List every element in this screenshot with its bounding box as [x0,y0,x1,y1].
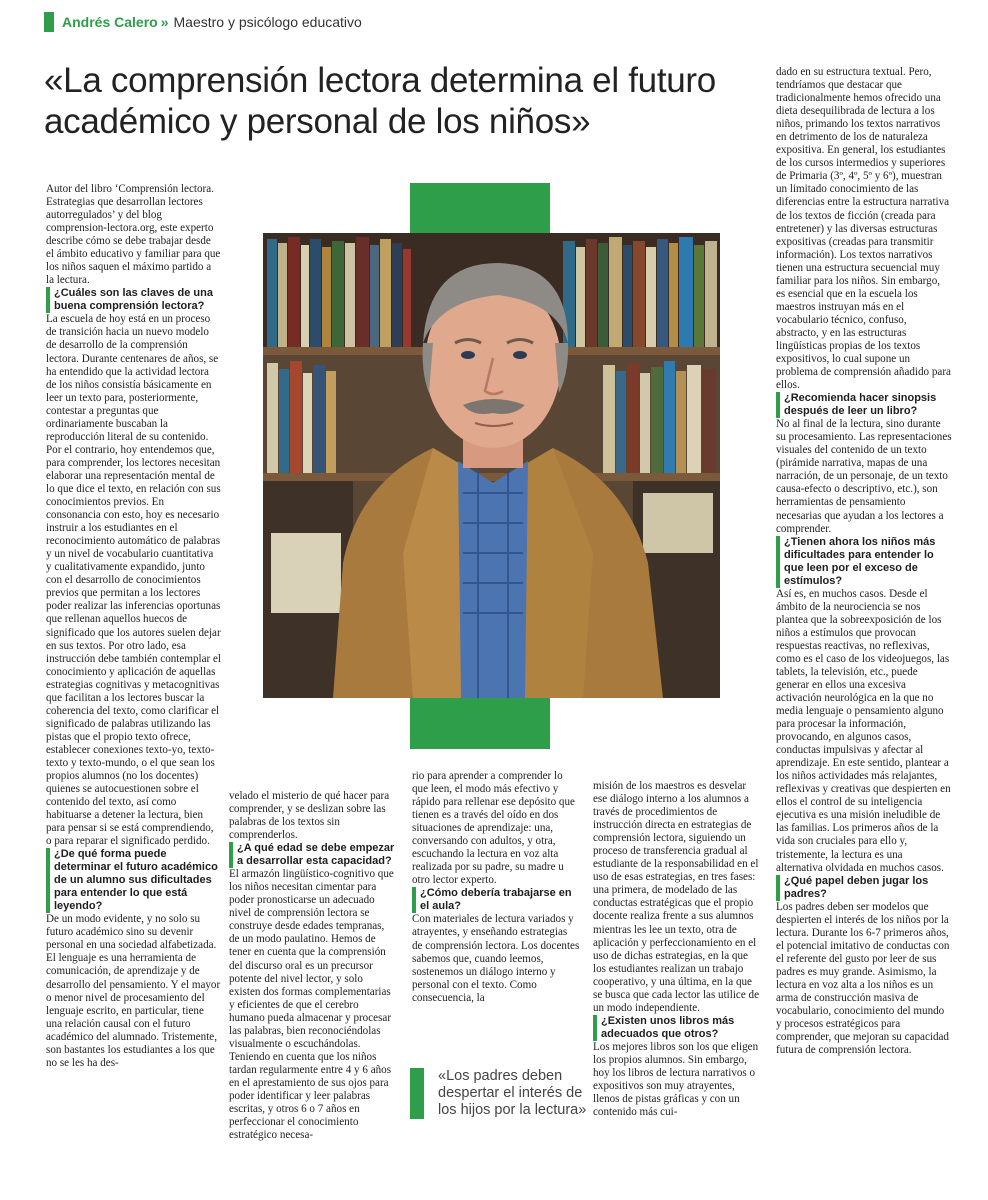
question-heading: ¿A qué edad se debe empezar a desarrollar esta capacidad? [229,842,397,868]
page-title: «La comprensión lectora determina el futuro académico y personal de los niños» [44,61,716,141]
continued-paragraph: misión de los maestros es desvelar ese diálogo interno a los alumnos a través de procedimientos de instrucción directa en estrategias de comprensión lectora, siguiendo un proceso de transferencia gradual al estudiante de la responsabilidad en el uso de esas estrategias, en tres fases: una primera, de modelado de las conductas estratégicas que el propio docente realiza frente a sus alumnos mientras les lee un texto, otra de aplicación y perfeccionamiento en el uso de dichas estrategias, en la que los estudiantes realizan un trabajo cooperativo, y una última, en la que se busca que cada lector las utilice de un modo independiente. [593,780,760,1014]
answer-paragraph: El armazón lingüístico-cognitivo que los niños necesitan cimentar para poder pronosticarse un adecuado nivel de comprensión lectora se construye desde edades tempranas, de un modo paulatino. Hemos de tener en cuenta que la comprensión del discurso oral es un precursor potente del nivel lector, y solo existen dos formas complementarias y eficientes de que el cerebro humano pueda almacenar y procesar las palabras, bien reconociéndolas visualmente o escuchándolas. Teniendo en cuenta que los niños tardan regularmente entre 4 y 6 años en el aprestamiento de sus ojos para poder identificar y leer palabras escritas, y otros 6 o 7 años en perfeccionar el conocimiento estratégico necesa- [229,868,394,1142]
byline-separator: » [160,14,169,30]
author-role: Maestro y psicólogo educativo [173,14,362,30]
answer-paragraph: Con materiales de lectura variados y atrayentes, y enseñando estrategias de comprensión lectora. Los docentes sabemos que, cuando leemos, sostenemos un diálogo interno y personal con el texto. Como consecuencia, la [412,913,580,1004]
answer-paragraph: De un modo evidente, y no solo su futuro académico sino su devenir personal en una sociedad alfabetizada. El lenguaje es una herramienta de comunicación, de aprendizaje y de desarrollo del pensamiento. Y el mayor o menor nivel de procesamiento del lenguaje escrito, en particular, tiene una relación causal con el futuro académico del alumnado. Tristemente, son bastantes los estudiantes a los que no se les ha des- [46,913,221,1069]
question-heading: ¿Tienen ahora los niños más dificultades para entender lo que leen por el exceso de estímulos? [776,536,952,588]
question-heading: ¿Qué papel deben jugar los padres? [776,875,952,901]
column-4 [593,780,763,1119]
pull-quote: «Los padres deben despertar el interés de los hijos por la lectura» [410,1068,598,1119]
answer-paragraph: Los padres deben ser modelos que despierten el interés de los niños por la lectura. Durante los 6-7 primeros años, el potencial imitativo de conductas con el referente del gusto por leer de sus padres es muy grande. Asimismo, la lectura en voz alta a los niños es un arma de construcción masiva de vocabulario, conocimiento del mundo y procesos estratégicos para comprender, que mejoran su capacidad futura de comprensión lectora. [776,900,950,1057]
author-name: Andrés Calero [62,14,158,30]
continued-paragraph: velado el misterio de qué hacer para comprender, y se deslizan sobre las palabras de los textos sin comprenderlos. [229,790,390,842]
answer-paragraph: Los mejores libros son los que eligen los propios alumnos. Sin embargo, hoy los libros de lectura narrativos o expositivos son muy atrayentes, llenos de pistas gráficas y con un contenido más cui- [593,1040,759,1119]
byline-accent-bar [44,12,54,32]
continued-paragraph: dado en su estructura textual. Pero, tendríamos que destacar que tradicionalmente hemos ofrecido una dieta desequilibrada de lectura a los niños, primando los textos narrativos en detrimento de los de naturaleza expositiva. En general, los estudiantes de los cursos intermedios y superiores de Primaria (3º, 4º, 5º y 6º), muestran un limitado conocimiento de las diferencias entre la estructura narrativa de los textos de ficción (creada para entretener) y las diversas estructuras expositivas (creadas para transmitir información). Los textos narrativos tienen una estructura secuencial muy familiar para los niños. Sin embargo, es esencial que en la escuela los maestros instruyan más en el vocabulario técnico, confuso, abstracto, y en las estructuras lingüísticas propias de los textos expositivos, lo cual supone un problema de comprensión añadido para ellos. [776,66,951,392]
column-3 [412,770,580,1005]
question-heading: ¿Existen unos libros más adecuados que otros? [593,1015,763,1041]
answer-paragraph: Así es, en muchos casos. Desde el ámbito de la neurociencia se nos plantea que la sobreexposición de los niños a estímulos que provocan respuestas reactivas, no reflexivas, como es el caso de los videojuegos, las tablets, la televisión, etc., puede generar en ellos una excesiva activación neurológica en la que no media lenguaje o pensamiento alguno para procesar la información, provocando, en algunos casos, conductas impulsivas y afectar al aprendizaje. En este sentido, plantear a los niños actividades más relajantes, reflexivas y creativas que despierten en ellos el control de su inteligencia ejecutiva es una misión ineludible de las familias. Los primeros años de la vida son cruciales para ello y, tristemente, la lectura es una alternativa olvidada en muchos casos. [776,587,951,874]
column-2 [229,790,397,1142]
question-heading: ¿De qué forma puede determinar el futuro académico de un alumno sus dificultades para entender lo que está leyendo? [46,848,221,913]
column-5 [776,66,952,1057]
question-heading: ¿Cómo debería trabajarse en el aula? [412,887,580,913]
question-heading: ¿Cuáles son las claves de una buena comprensión lectora? [46,287,221,313]
answer-paragraph: La escuela de hoy está en un proceso de transición hacia un nuevo modelo de desarrollo de la comprensión lectora. Durante centenares de años, se ha entendido que la actividad lectora de los niños consistía básicamente en leer un texto para, posteriormente, contestar a preguntas que ordinariamente buscaban la reproducción literal de su contenido. Por el contrario, hoy entendemos que, para comprender, los lectores necesitan elaborar una representación mental de lo que dice el texto, en relación con sus conocimientos previos. En consonancia con esto, hoy es necesario instruir a los estudiantes en el reconocimiento automático de palabras y un nivel de vocabulario cuantitativa y cualitativamente expandido, junto con el desarrollo de conocimientos previos que permitan a los lectores poder realizar las inferencias oportunas que rellenan aquellos huecos de significado que los autores suelen dejar en sus textos. Por otro lado, esa instrucción debe también contemplar el conocimiento y aplicación de aquellas estrategias cognitivas y metacognitivas que facilitan a los lectores buscar la coherencia del texto, como clarificar el significado de palabras utilizando las pistas que el propio texto ofrece, establecer conexiones texto-yo, texto-texto y texto-mundo, o el que sean los propios alumnos (no los docentes) quienes se autocuestionen sobre el contenido del texto, así como habituarse a detener la lectura, bien para pensar si se está comprendiendo, o para reparar el significado perdido. [46,313,221,848]
column-1 [46,183,221,1070]
portrait-photo [263,233,720,698]
portrait-illustration [263,233,720,698]
question-heading: ¿Recomienda hacer sinopsis después de leer un libro? [776,392,952,418]
byline [44,10,362,34]
answer-paragraph: No al final de la lectura, sino durante su procesamiento. Las representaciones visuales del contenido de un texto (pirámide narrativa, mapas de una narración, de un personaje, de un texto causa-efecto o descriptivo, etc.), son herramientas de pensamiento necesarias que ayudan a los lectores a comprender. [776,418,952,535]
continued-paragraph: rio para aprender a comprender lo que leen, el modo más efectivo y rápido para rellenar ese depósito que tienen es a través del oído en dos situaciones de aprendizaje: una, conversando con adultos, y otra, escuchando la lectura en voz alta realizada por su padre, su madre u otro lector experto. [412,770,575,887]
intro-paragraph: Autor del libro ‘Comprensión lectora. Estrategias que desarrollan lectores autorregulados’ y del blog comprension-lectora.org, este experto describe cómo se debe trabajar desde el ámbito educativo y familiar para que los niños saquen el máximo partido a la lectura. [46,183,221,287]
